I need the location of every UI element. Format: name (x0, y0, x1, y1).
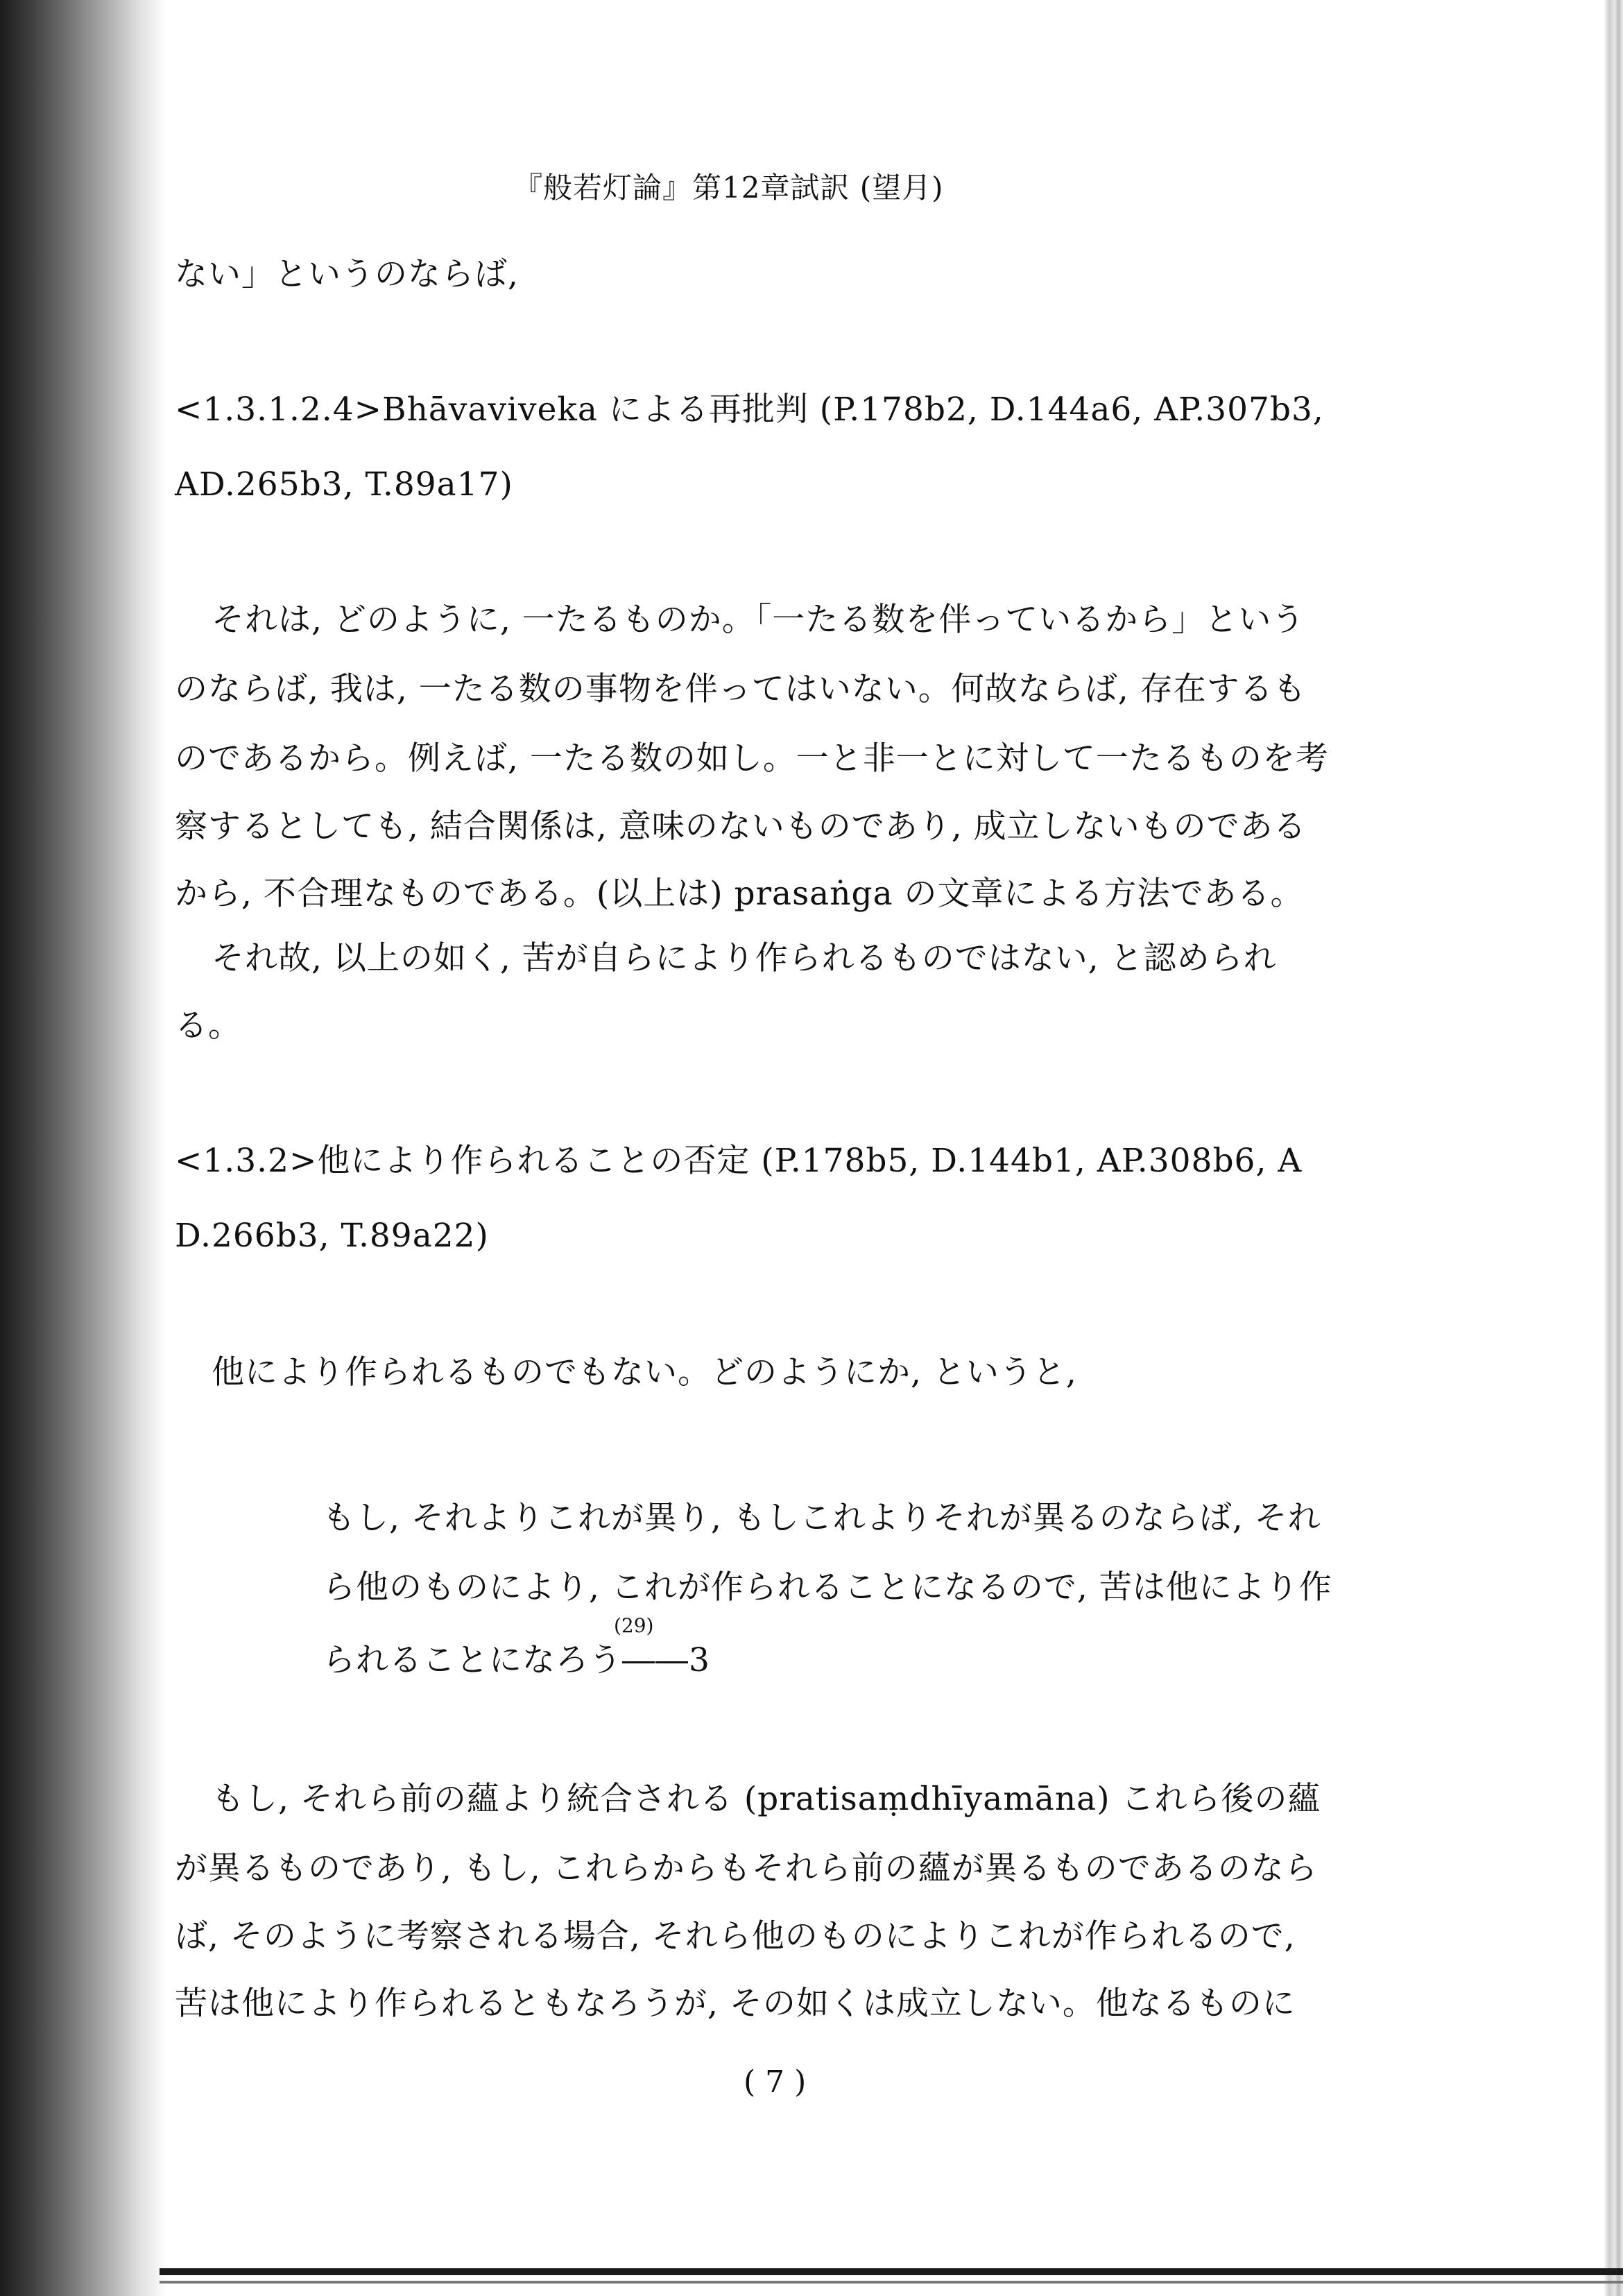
running-header: 『般若灯論』第12章試訳 (望月) (513, 171, 944, 205)
bottom-rule (160, 2268, 1623, 2275)
text-line: のならば, 我は, 一たる数の事物を伴ってはいない。何故ならば, 存在するも (175, 670, 1307, 708)
section-heading-cont: D.266b3, T.89a22) (175, 1217, 489, 1255)
section-heading-cont: AD.265b3, T.89a17) (175, 465, 513, 504)
text-line: のであるから。例えば, 一たる数の如し。一と非一とに対して一たるものを考 (175, 739, 1329, 778)
text-line: る。 (175, 1006, 241, 1045)
text-line: 苦は他により作られるともなろうが, その如くは成立しない。他なるものに (175, 1985, 1296, 2023)
bottom-rule-thin (160, 2281, 1623, 2284)
text-line: 他により作られるものでもない。どのようにか, というと, (212, 1353, 1077, 1391)
text-line: ば, そのように考察される場合, それら他のものによりこれが作られるので, (175, 1917, 1296, 1955)
text-line: 察するとしても, 結合関係は, 意味のないものであり, 成立しないものである (175, 807, 1307, 846)
verse-line: もし, それよりこれが異り, もしこれよりそれが異るのならば, それ (323, 1499, 1321, 1537)
text-line: それは, どのように, 一たるものか。「一たる数を伴っているから」という (212, 601, 1305, 639)
footnote-marker: (29) (614, 1614, 654, 1637)
scan-edge-right (1604, 0, 1623, 2296)
verse-line: られることになろう――3 (323, 1641, 710, 1679)
text-line: もし, それら前の蘊より統合される (pratisaṃdhīyamāna) これら後の蘊 (212, 1780, 1321, 1818)
text-line: から, 不合理なものである。(以上は) prasaṅga の文章による方法である。 (175, 875, 1304, 913)
page-number: ( 7 ) (744, 2064, 807, 2100)
scan-shadow-left (0, 0, 166, 2296)
section-heading: <1.3.1.2.4>Bhāvaviveka による再批判 (P.178b2, D.144a6, AP.307b3, (175, 391, 1324, 429)
text-line: それ故, 以上の如く, 苦が自らにより作られるものではない, と認められ (212, 939, 1277, 977)
section-heading: <1.3.2>他により作られることの否定 (P.178b5, D.144b1, AP.308b6, A (175, 1142, 1303, 1180)
text-line: ない」というのならば, (175, 255, 519, 293)
verse-line: ら他のものにより, これが作られることになるので, 苦は他により作 (323, 1568, 1332, 1607)
text-line: が異るものであり, もし, これらからもそれら前の蘊が異るものであるのなら (175, 1849, 1318, 1887)
